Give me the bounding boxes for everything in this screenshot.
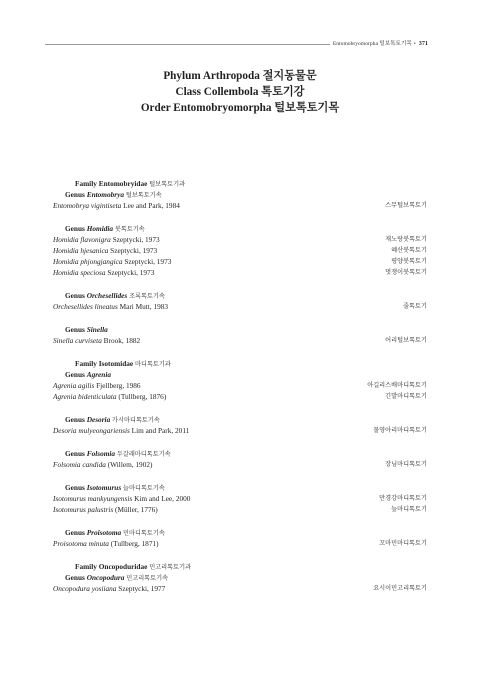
genus-row	[53, 369, 427, 380]
header-separator: •	[413, 41, 416, 47]
section-gap	[53, 470, 427, 482]
genus-row	[53, 290, 427, 301]
species-korean-name: 혜산붓톡토기	[391, 247, 427, 254]
species-korean-name: 평양붓톡토기	[391, 258, 427, 265]
genus-label: Genus	[65, 190, 85, 199]
species-row	[53, 504, 427, 515]
species-korean-name: 줄톡토기	[403, 303, 427, 310]
genus-korean-name: 두갈래마디톡토기속	[116, 451, 171, 458]
family-row	[53, 178, 427, 189]
species-row	[53, 493, 427, 504]
species-name: Isotomurus mankyungensis	[53, 494, 133, 503]
species-name: Folsomia candida	[53, 460, 106, 469]
species-korean-name: 만경강마디톡토기	[379, 495, 427, 502]
species-name: Orchesellides lineatus	[53, 302, 118, 311]
species-author: (Müller, 1776)	[115, 505, 158, 514]
species-korean-name: 요시이민고리톡토기	[373, 585, 427, 592]
species-row	[53, 391, 427, 402]
species-row	[53, 245, 427, 256]
genus-label: Genus	[65, 291, 85, 300]
family-name: Family Isotomidae	[75, 359, 134, 368]
species-author: Szeptycki, 1973	[110, 246, 158, 255]
genus-label: Genus	[65, 325, 85, 334]
taxonomy-titles	[0, 68, 480, 116]
family-korean-name: 마디톡토기과	[135, 361, 171, 368]
species-row	[53, 335, 427, 346]
species-korean-name: 재노랑붓톡토기	[385, 236, 427, 243]
genus-label: Genus	[65, 449, 85, 458]
species-name: Homidia flavonigra	[53, 235, 111, 244]
species-row	[53, 256, 427, 267]
species-row	[53, 234, 427, 245]
family-row	[53, 358, 427, 369]
genus-name: Orchesellides	[86, 291, 128, 300]
genus-label: Genus	[65, 370, 85, 379]
genus-korean-name: 붓톡토기속	[114, 226, 145, 233]
species-korean-name: 긴발마디톡토기	[385, 393, 427, 400]
species-name: Agrenia bidenticulata	[53, 392, 117, 401]
species-row	[53, 380, 427, 391]
family-name: Family Oncopoduridae	[75, 562, 148, 571]
species-author: (Tullberg, 1871)	[110, 539, 159, 548]
species-name: Isotomurus palustris	[53, 505, 114, 514]
species-row	[53, 425, 427, 436]
genus-name: Homidia	[86, 224, 114, 233]
genus-korean-name: 민마디톡토기속	[123, 530, 165, 537]
species-name: Sinella curviseta	[53, 336, 102, 345]
species-row	[53, 301, 427, 312]
genus-name: Oncopodura	[86, 573, 125, 582]
species-author: Lim and Park, 2011	[131, 426, 190, 435]
genus-label: Genus	[65, 224, 85, 233]
order-title: Order Entomobryomorpha 털보톡토기목	[140, 102, 340, 114]
genus-row	[53, 482, 427, 493]
running-title: Entomobryomorpha 털보톡토기목	[332, 41, 412, 47]
section-gap	[53, 402, 427, 414]
species-row	[53, 200, 427, 211]
species-author: Szeptycki, 1973	[124, 257, 172, 266]
page-number: 371	[418, 40, 428, 47]
class-title: Class Collembola 톡토기강	[175, 86, 305, 98]
species-korean-name: 늪마디톡토기	[391, 506, 427, 513]
species-author: Fjellberg, 1986	[96, 381, 141, 390]
running-header	[330, 39, 428, 47]
species-author: (Willem, 1902)	[107, 460, 153, 469]
species-author: Brook, 1882	[103, 336, 141, 345]
species-name: Entomobrya vigintiseta	[53, 201, 122, 210]
species-korean-name: 꼬마민마디톡토기	[379, 540, 427, 547]
species-name: Oncopodura yosiiana	[53, 584, 117, 593]
genus-name: Sinella	[86, 325, 108, 334]
section-gap	[53, 346, 427, 358]
genus-label: Genus	[65, 483, 85, 492]
genus-label: Genus	[65, 528, 85, 537]
genus-row	[53, 223, 427, 234]
genus-name: Folsomia	[86, 449, 116, 458]
section-gap	[53, 278, 427, 290]
genus-korean-name: 늘마디톡토기속	[123, 485, 165, 492]
genus-korean-name: 털보톡토기속	[125, 192, 162, 199]
section-gap	[53, 436, 427, 448]
species-korean-name: 물영아리마디톡토기	[373, 427, 427, 434]
species-name: Homidia speciosa	[53, 268, 106, 277]
section-gap	[53, 211, 427, 223]
species-korean-name: 장님마디톡토기	[385, 461, 427, 468]
species-name: Homidia hjesanica	[53, 246, 109, 255]
genus-korean-name: 민고리톡토기속	[126, 575, 169, 582]
section-gap	[53, 312, 427, 324]
genus-label: Genus	[65, 415, 85, 424]
species-checklist	[53, 178, 427, 594]
species-name: Desoria mulyeongariensis	[53, 426, 130, 435]
species-author: Kim and Lee, 2000	[134, 494, 191, 503]
species-name: Proisotoma minuta	[53, 539, 109, 548]
species-author: Mari Mutt, 1983	[119, 302, 169, 311]
section-gap	[53, 515, 427, 527]
phylum-title: Phylum Arthropoda 절지동물문	[163, 70, 317, 82]
species-korean-name: 스무털보톡토기	[385, 202, 427, 209]
family-row	[53, 561, 427, 572]
genus-name: Isotomurus	[86, 483, 122, 492]
species-author: Szeptycki, 1977	[118, 584, 166, 593]
species-row	[53, 459, 427, 470]
genus-korean-name: 가시마디톡토기속	[112, 417, 160, 424]
genus-label: Genus	[65, 573, 85, 582]
species-row	[53, 267, 427, 278]
family-name: Family Entomobryidae	[75, 179, 148, 188]
species-name: Homidia phjongjangica	[53, 257, 123, 266]
section-gap	[53, 549, 427, 561]
genus-row	[53, 527, 427, 538]
genus-row	[53, 189, 427, 200]
species-author: Lee and Park, 1984	[123, 201, 180, 210]
genus-name: Agrenia	[86, 370, 112, 379]
species-korean-name: 아길리스배마디톡토기	[367, 382, 427, 389]
species-author: Szeptycki, 1973	[112, 235, 160, 244]
family-korean-name: 민고리톡토기과	[149, 564, 192, 571]
species-row	[53, 538, 427, 549]
species-row	[53, 583, 427, 594]
species-korean-name: 멋쟁이붓톡토기	[385, 269, 427, 276]
species-author: (Tullberg, 1876)	[118, 392, 167, 401]
genus-name: Proisotoma	[86, 528, 122, 537]
species-name: Agrenia agilis	[53, 381, 95, 390]
genus-korean-name: 조록톡토기속	[129, 293, 165, 300]
species-korean-name: 어리털보톡토기	[385, 337, 427, 344]
family-korean-name: 털보톡토기과	[149, 181, 186, 188]
genus-name: Desoria	[86, 415, 111, 424]
species-author: Szeptycki, 1973	[107, 268, 155, 277]
genus-row	[53, 414, 427, 425]
genus-row	[53, 324, 427, 335]
genus-row	[53, 572, 427, 583]
genus-name: Entomobrya	[86, 190, 125, 199]
genus-row	[53, 448, 427, 459]
